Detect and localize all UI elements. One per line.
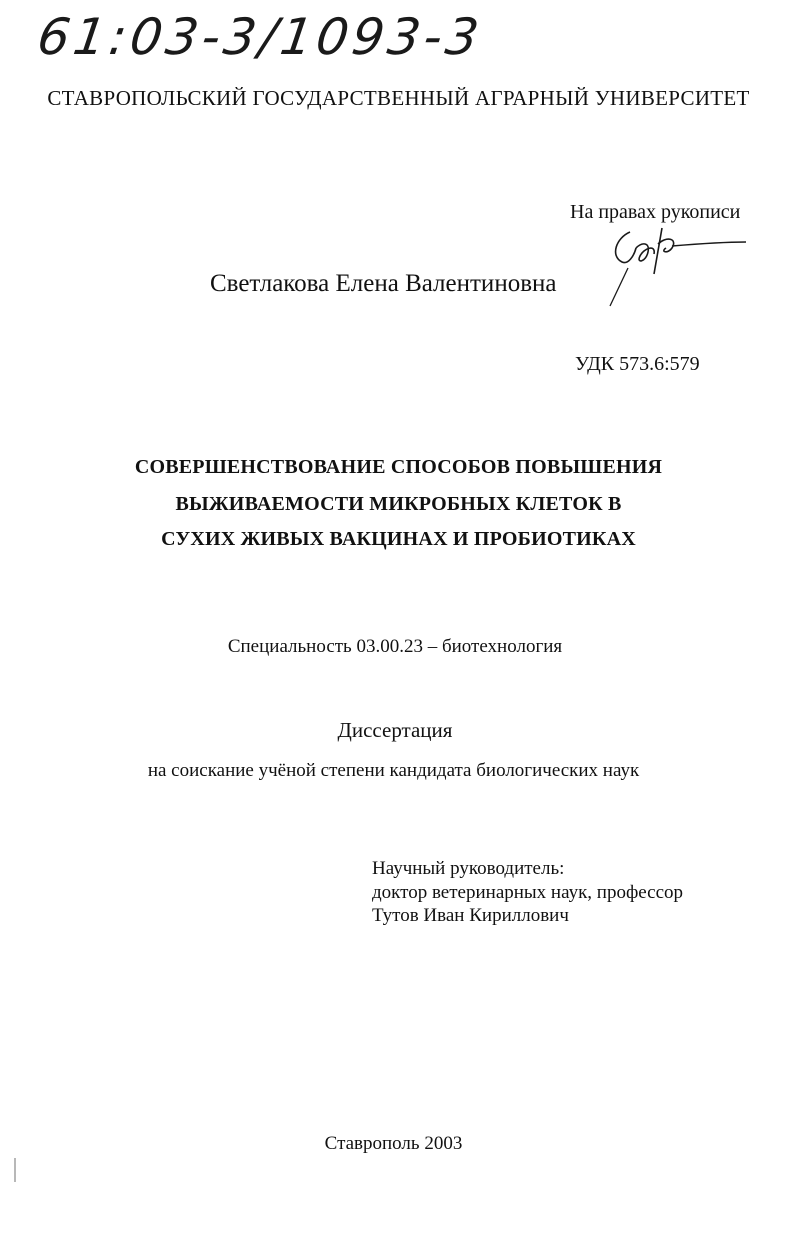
city-year: Ставрополь 2003 <box>324 1133 463 1154</box>
degree-line: на соискание учёной степени кандидата биологических наук <box>147 760 640 781</box>
title-line: ВЫЖИВАЕМОСТИ МИКРОБНЫХ КЛЕТОК В <box>175 493 622 515</box>
supervisor-name: Тутов Иван Кириллович <box>372 905 569 926</box>
title-line: СУХИХ ЖИВЫХ ВАКЦИНАХ И ПРОБИОТИКАХ <box>161 528 636 550</box>
title-line: СОВЕРШЕНСТВОВАНИЕ СПОСОБОВ ПОВЫШЕНИЯ <box>134 456 663 478</box>
archive-number: 61:03-3/1093-3 <box>33 8 486 66</box>
scan-margin-mark <box>14 1158 16 1182</box>
supervisor-rank: доктор ветеринарных наук, профессор <box>372 882 684 903</box>
signature <box>606 218 756 310</box>
supervisor-label: Научный руководитель: <box>372 858 565 879</box>
specialty: Специальность 03.00.23 – биотехнология <box>227 636 563 657</box>
university-name: СТАВРОПОЛЬСКИЙ ГОСУДАРСТВЕННЫЙ АГРАРНЫЙ УНИВЕРСИТЕТ <box>47 86 750 110</box>
udk-code: УДК 573.6:579 <box>575 353 700 375</box>
document-type: Диссертация <box>337 718 453 742</box>
author-name: Светлакова Елена Валентиновна <box>210 270 557 297</box>
rights-note: На правах рукописи <box>570 201 741 223</box>
